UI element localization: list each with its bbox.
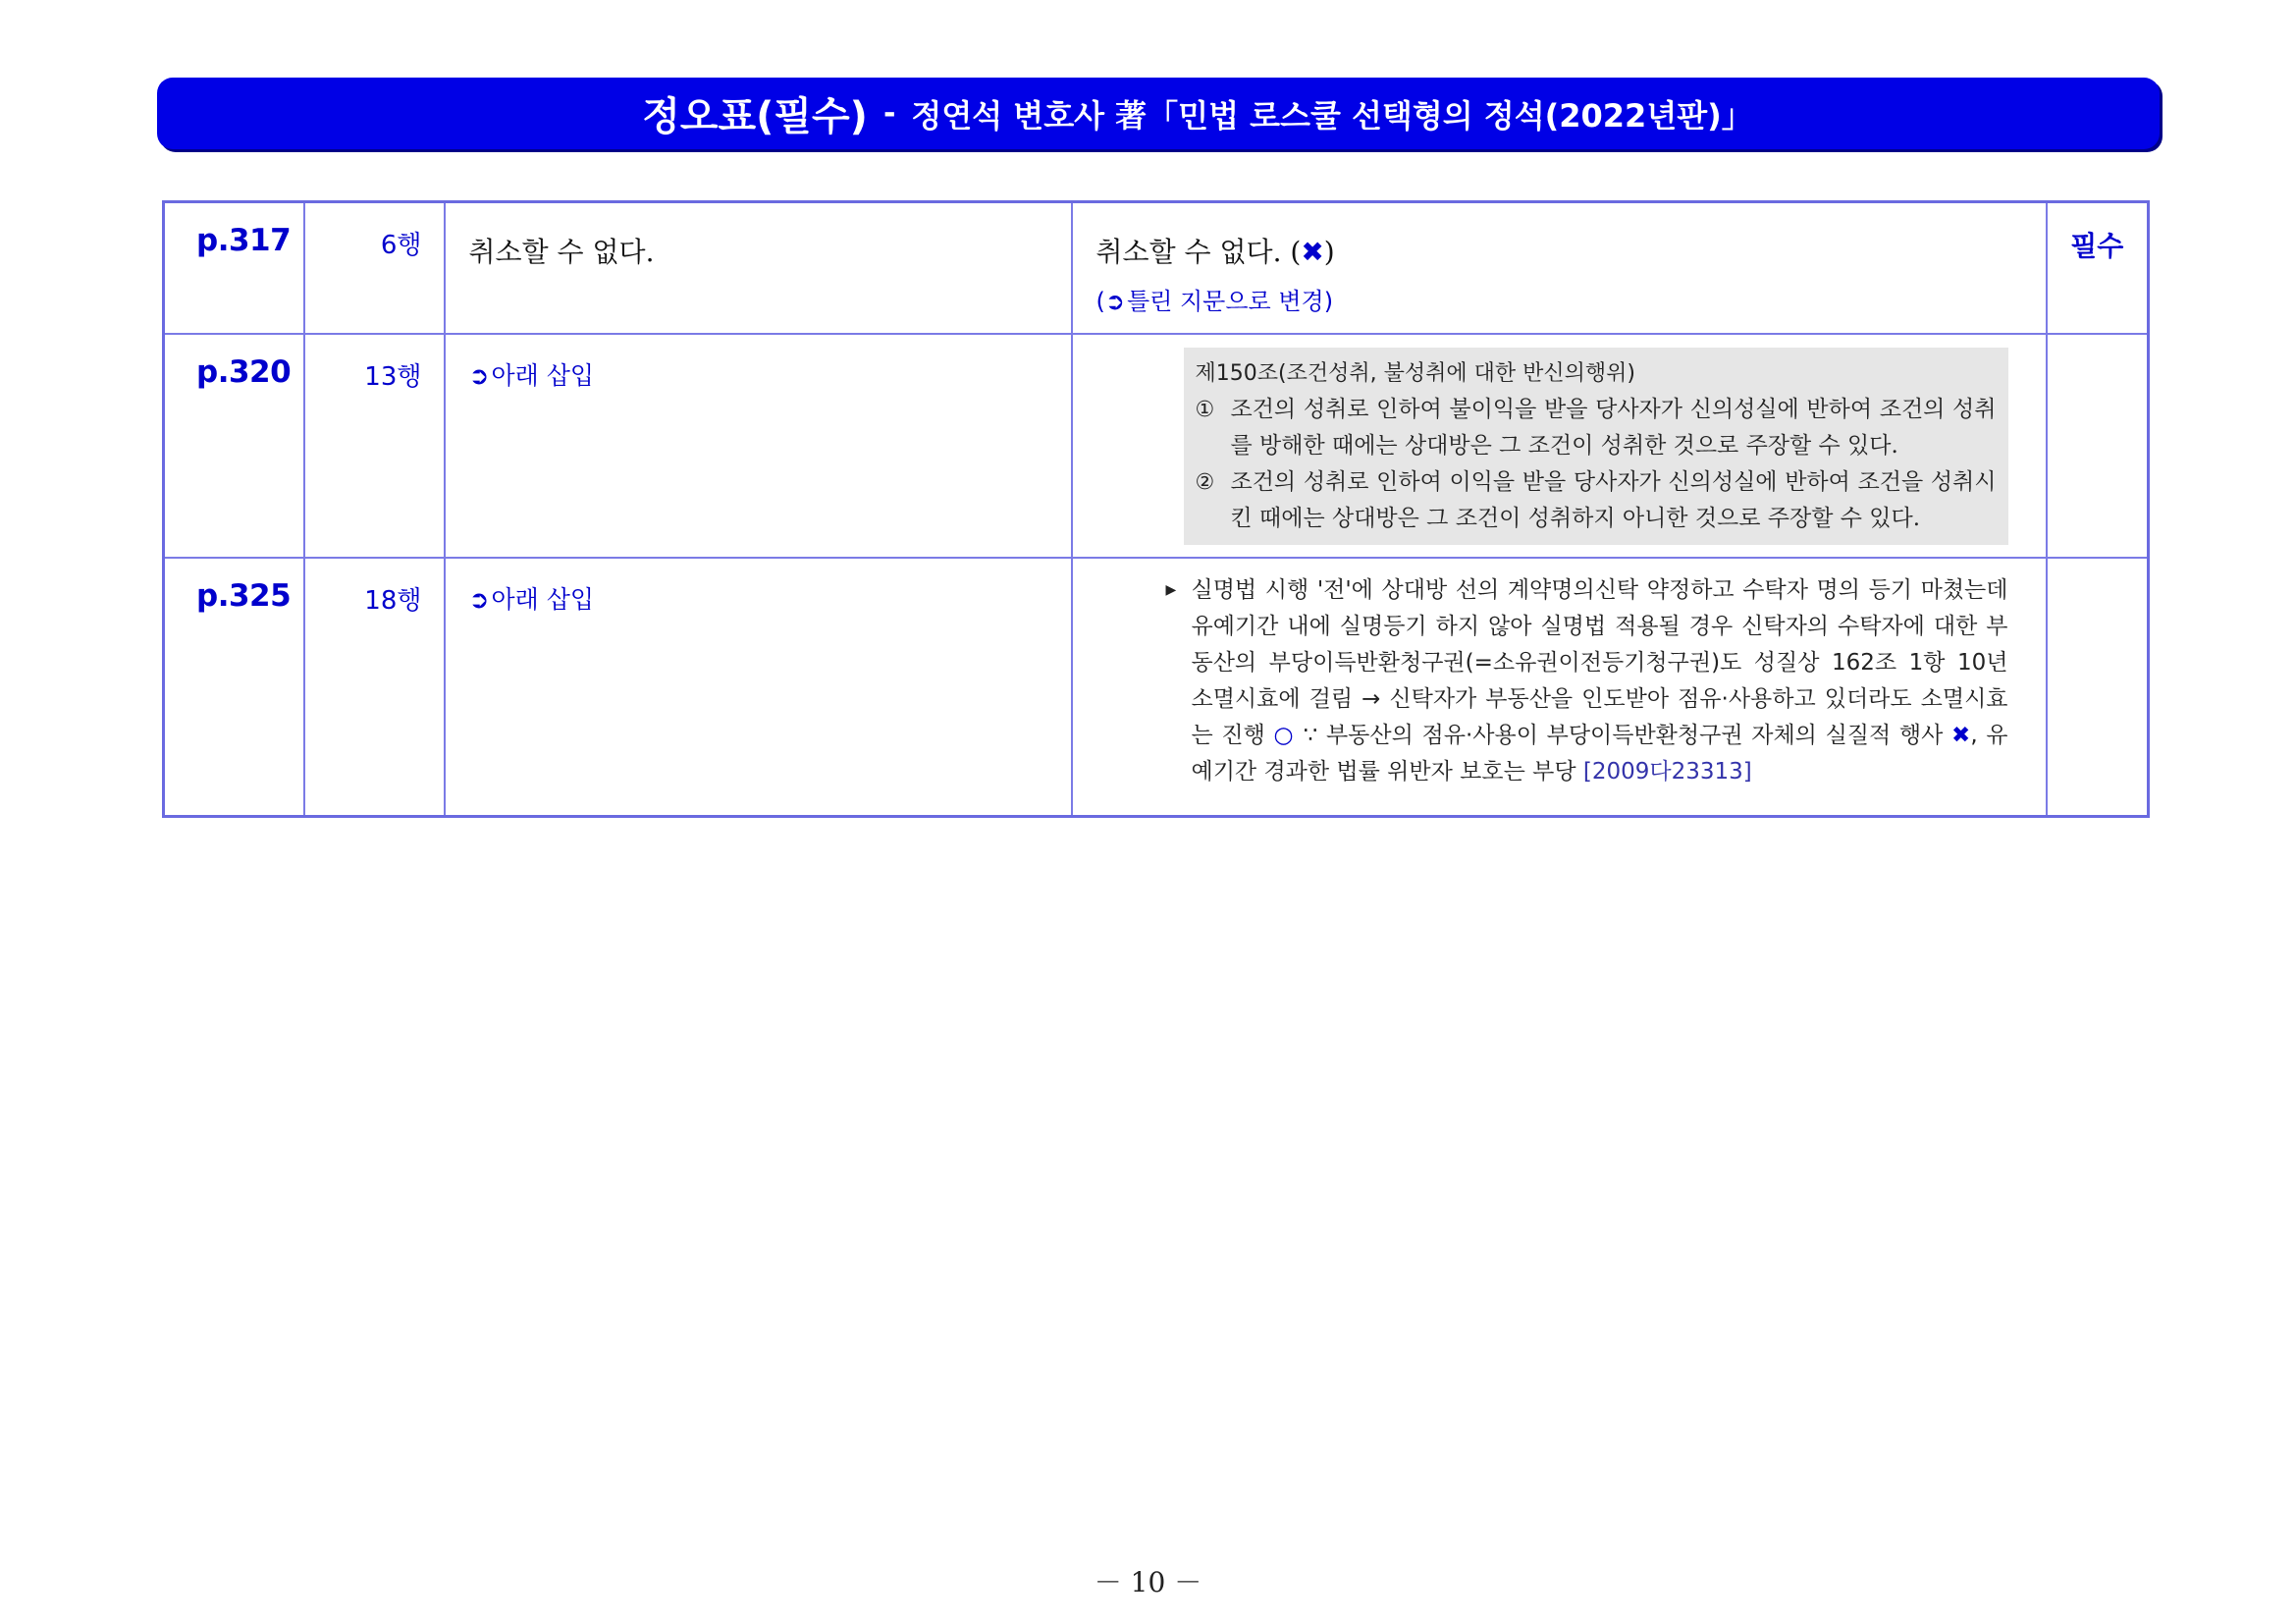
page-reference: p.317 [196,223,292,258]
clause-number: ② [1195,469,1215,495]
insert-note [446,335,1071,392]
line-cell [304,558,445,817]
note-text: 틀린 지문으로 변경) [1126,288,1334,315]
line-cell [304,334,445,558]
statute-article-box [1184,348,2008,545]
table-row [164,558,2149,817]
original-cell [445,334,1072,558]
case-note-part2: ∵ 부동산의 점유·사용이 부당이득반환청구권 자체의 실질적 행사 [1303,722,1944,748]
page-reference: p.320 [196,353,292,390]
article-clause [1196,464,1997,537]
correction-cell [1072,558,2047,817]
circle-mark-icon: ○ [1273,722,1295,748]
tag-cell [2047,558,2149,817]
clause-number: ① [1195,397,1215,422]
required-tag [2048,335,2148,356]
x-mark-icon: ✖ [1951,722,1971,748]
errata-table [162,200,2150,818]
insert-label: 아래 삽입 [491,360,595,390]
tag-cell [2047,334,2149,558]
case-note [1166,572,2008,790]
case-reference: [2009다23313] [1582,758,1752,785]
required-tag: 필수 [2070,230,2124,262]
case-note-part3: , 유예기간 경과한 법률 위반자 보호는 부당 [1191,722,2008,785]
correction-cell [1072,334,2047,558]
table-row [164,334,2149,558]
correction-close-paren: ) [1323,236,1335,268]
table-row [164,202,2149,334]
correction-cell [1072,202,2047,334]
arrow-icon: ➲ [468,360,490,390]
required-tag [2048,559,2148,580]
clause-text: 조건의 성취로 인하여 불이익을 받을 당사자가 신의성실에 반하여 조건의 성취를 방해한 때에는 상대방은 그 조건이 성취한 것으로 주장할 수 있다. [1230,396,1997,459]
book-subtitle: 정연석 변호사 著「민법 로스쿨 선택형의 정석(2022년판)」 [911,96,1753,135]
page-cell [164,202,304,334]
correction-note [1073,270,2046,316]
line-cell [304,202,445,334]
insert-note [446,559,1071,616]
page-reference: p.325 [196,577,292,614]
clause-text: 조건의 성취로 인하여 이익을 받을 당사자가 신의성실에 반하여 조건을 성취시킨 때에는 상대방은 그 조건이 성취하지 아니한 것으로 주장할 수 있다. [1230,468,1997,531]
x-mark-icon: ✖ [1301,236,1324,268]
title-banner [157,78,2160,149]
article-clause [1196,392,1997,464]
case-note-text [1192,572,2008,790]
article-title: 제150조(조건성취, 불성취에 대한 반신의행위) [1195,360,1635,386]
page-cell [164,334,304,558]
insert-label: 아래 삽입 [491,584,595,614]
page-title: 정오표(필수) [642,94,868,139]
line-reference: 6행 [380,231,422,260]
page-number: － 10 － [1094,1566,1202,1598]
arrow-icon: ➲ [1104,288,1125,315]
line-reference: 18행 [364,585,422,616]
correction-sentence: 취소할 수 없다. ( [1095,236,1302,268]
note-open-paren: ( [1095,288,1105,315]
tag-cell [2047,202,2149,334]
title-separator: - [882,96,896,131]
page-cell [164,558,304,817]
line-reference: 13행 [364,361,422,392]
arrow-icon: ➲ [468,584,490,614]
original-cell [445,202,1072,334]
case-note-part1: 실명법 시행 '전'에 상대방 선의 계약명의신탁 약정하고 수탁자 명의 등기 마쳤는데 유예기간 내에 실명등기 하지 않아 실명법 적용될 경우 신탁자의 수탁자에 대한 부동산의 부당이득반환청구권(=소유권이전등기청구권)도 성질상 162조 1항 10년 소멸시효에 걸림 → 신탁자가 부동산을 인도받아 점유·사용하고 있더라도 소멸시효는 진행 [1191,576,2008,748]
correction-text [1073,203,2046,270]
original-cell [445,558,1072,817]
bullet-icon: ▶ [1165,581,1177,598]
original-text: 취소할 수 없다. [468,236,655,268]
